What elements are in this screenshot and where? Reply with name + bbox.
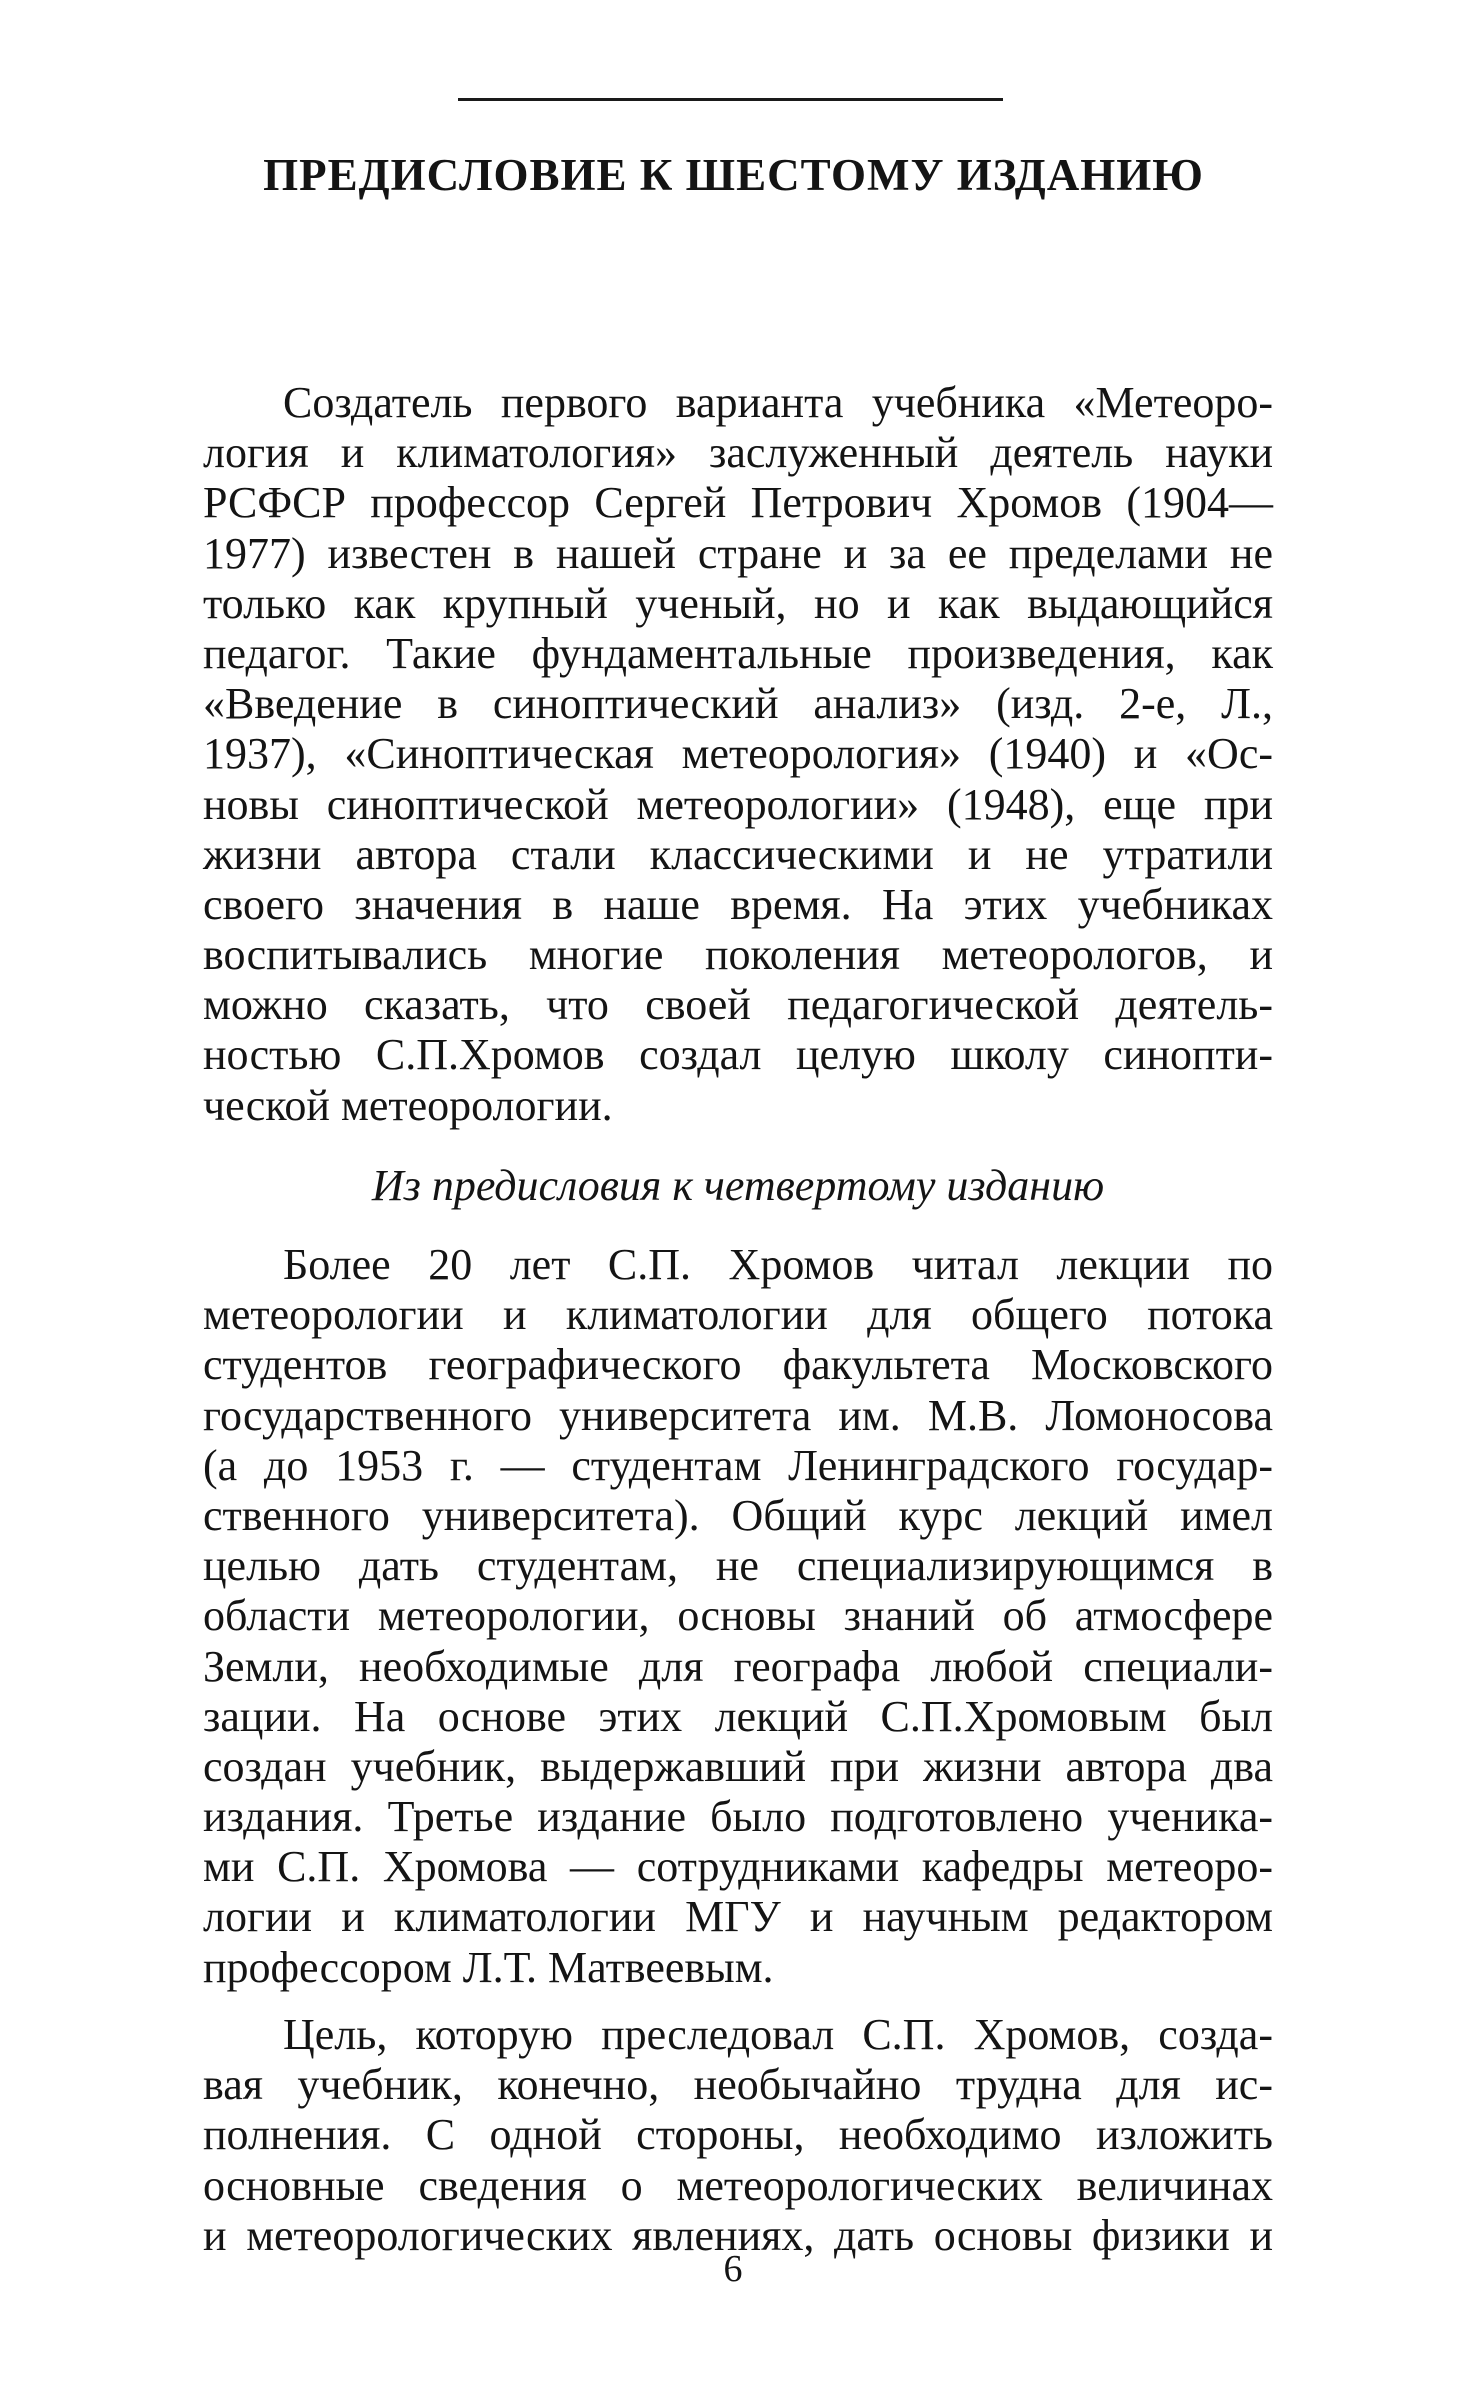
text-line: государственного университета им. М.В. Ломоносова	[203, 1390, 1273, 1440]
text-line: новы синоптической метеорологии» (1948), еще при	[203, 779, 1273, 829]
page-number: 6	[723, 2248, 743, 2290]
text-line: метеорологии и климатологии для общего потока	[203, 1290, 1273, 1340]
text-line: зации. На основе этих лекций С.П.Хромовым был	[203, 1691, 1273, 1741]
text-line: студентов географического факультета Московского	[203, 1340, 1273, 1390]
text-line: можно сказать, что своей педагогической деятель-	[203, 980, 1273, 1030]
text-line: воспитывались многие поколения метеорологов, и	[203, 930, 1273, 980]
text-line: Создатель первого варианта учебника «Метеоро-	[283, 378, 1273, 427]
text-line: только как крупный ученый, но и как выдающийся	[203, 578, 1273, 628]
text-line: и метеорологических явлениях, дать основы физики и	[203, 2210, 1273, 2260]
text-line: логии и климатологии МГУ и научным редактором	[203, 1892, 1273, 1942]
text-line: полнения. С одной стороны, необходимо изложить	[203, 2110, 1273, 2160]
text-line: основные сведения о метеорологических величинах	[203, 2160, 1273, 2210]
text-line: Цель, которую преследовал С.П. Хромов, созда-	[283, 2010, 1273, 2059]
text-line: ственного университета). Общий курс лекций имел	[203, 1490, 1273, 1540]
text-line: (а до 1953 г. — студентам Ленинградского государ-	[203, 1440, 1273, 1490]
text-line: жизни автора стали классическими и не утратили	[203, 829, 1273, 879]
text-line: создан учебник, выдержавший при жизни автора два	[203, 1741, 1273, 1791]
text-line: целью дать студентам, не специализирующимся в	[203, 1541, 1273, 1591]
text-line: вая учебник, конечно, необычайно трудна для ис-	[203, 2060, 1273, 2110]
text-line: издания. Третье издание было подготовлено ученика-	[203, 1792, 1273, 1842]
text-line: ностью С.П.Хромов создал целую школу синопти-	[203, 1030, 1273, 1080]
text-line: области метеорологии, основы знаний об атмосфере	[203, 1591, 1273, 1641]
text-line: 1937), «Синоптическая метеорология» (1940) и «Ос-	[203, 729, 1273, 779]
text-line: ческой метеорологии.	[203, 1080, 613, 1130]
text-line: Более 20 лет С.П. Хромов читал лекции по	[283, 1240, 1273, 1289]
text-line: РСФСР профессор Сергей Петрович Хромов (1904—	[203, 478, 1273, 528]
section-subtitle: Из предисловия к четвертому изданию	[371, 1161, 1105, 1210]
text-line: педагог. Такие фундаментальные произведения, как	[203, 628, 1273, 678]
paragraph-1	[203, 378, 1273, 1131]
text-line: логия и климатология» заслуженный деятель науки	[203, 428, 1273, 478]
page-title: ПРЕДИСЛОВИЕ К ШЕСТОМУ ИЗДАНИЮ	[263, 150, 1204, 200]
text-line: Земли, необходимые для географа любой специали-	[203, 1641, 1273, 1691]
text-line: профессором Л.Т. Матвеевым.	[203, 1942, 774, 1992]
top-rule	[458, 98, 1003, 101]
text-line: 1977) известен в нашей стране и за ее пределами не	[203, 528, 1273, 578]
paragraph-3	[203, 2010, 1273, 2261]
text-line: своего значения в наше время. На этих учебниках	[203, 879, 1273, 929]
text-line: «Введение в синоптический анализ» (изд. 2-е, Л.,	[203, 679, 1273, 729]
text-line: ми С.П. Хромова — сотрудниками кафедры метеоро-	[203, 1842, 1273, 1892]
paragraph-2	[203, 1240, 1273, 1993]
